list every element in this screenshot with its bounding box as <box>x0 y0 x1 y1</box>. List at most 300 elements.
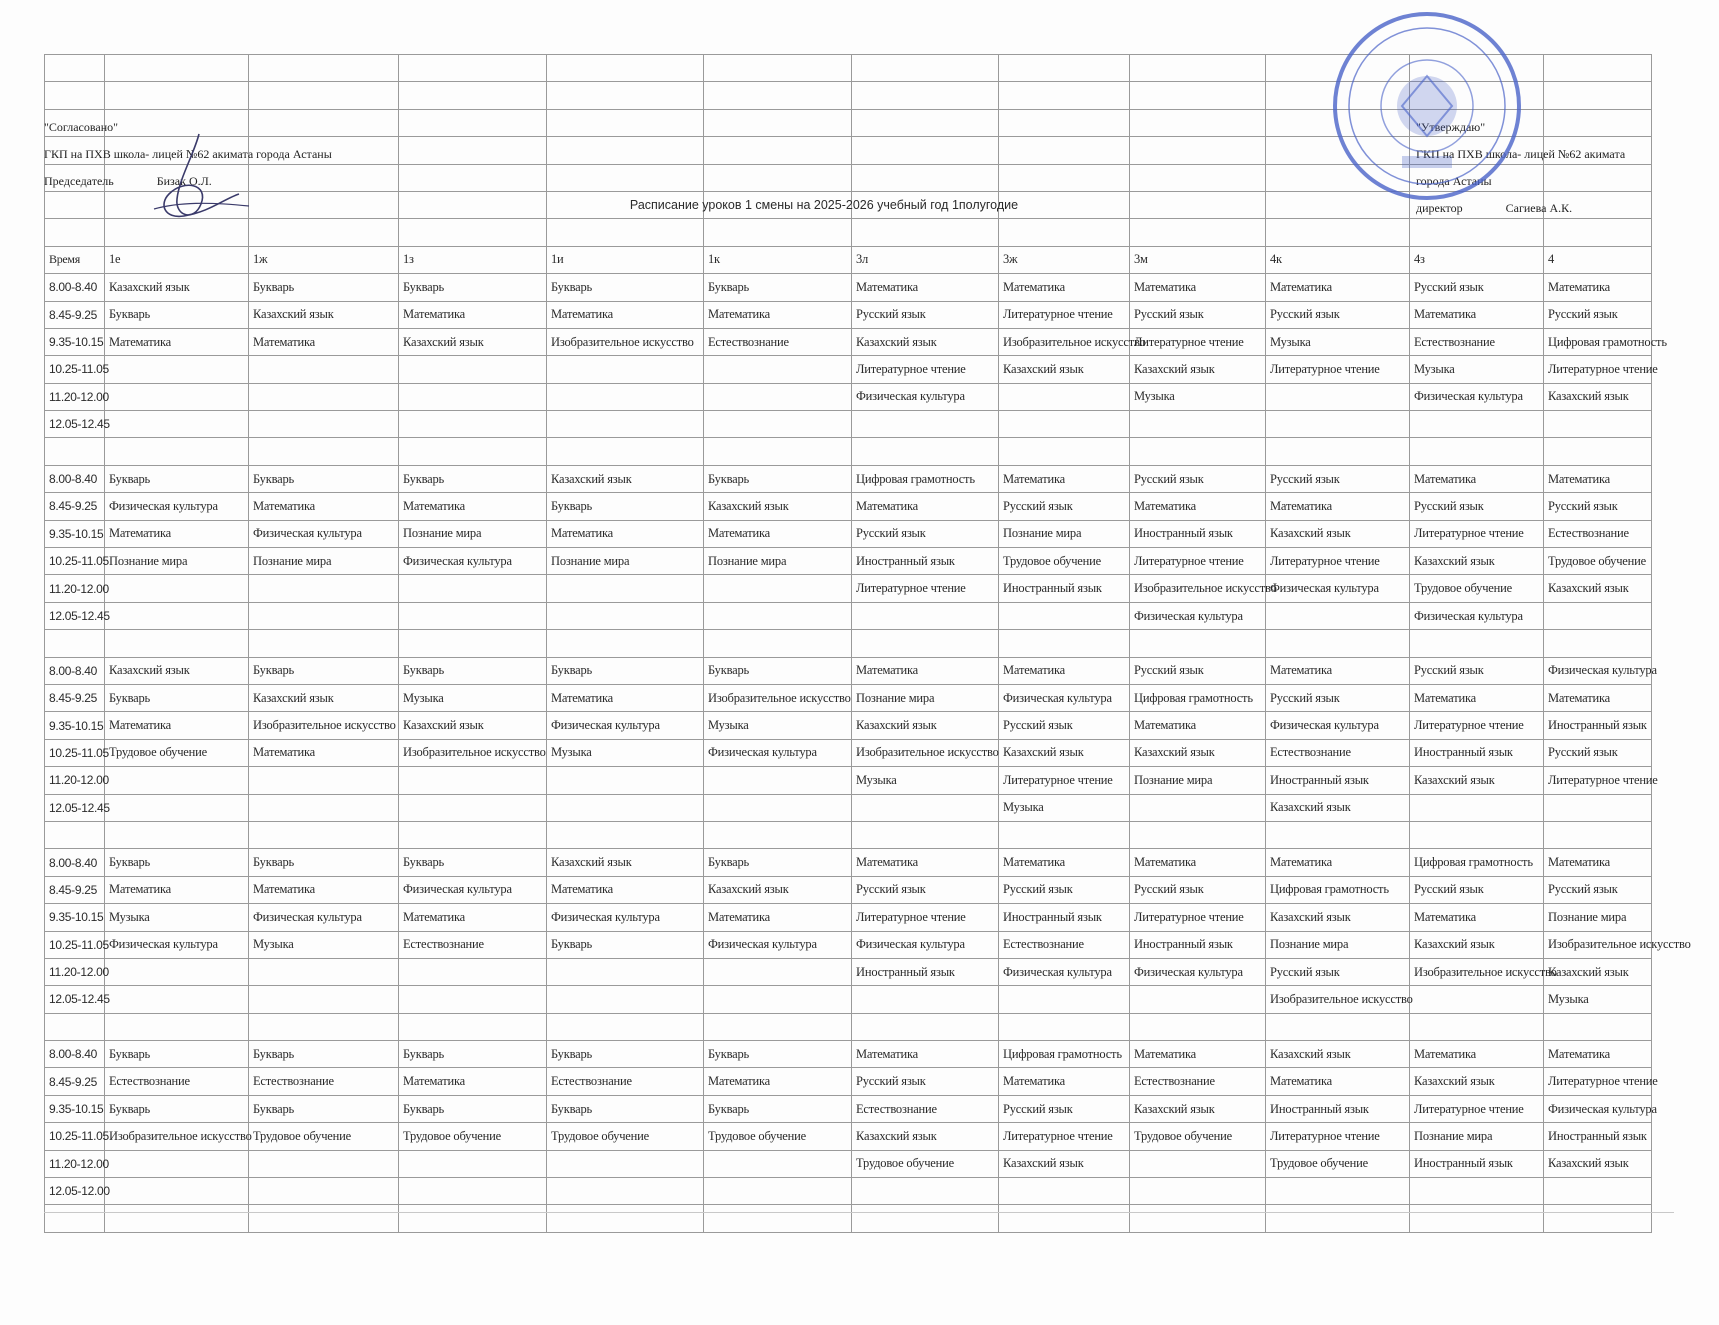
lesson-cell: Математика <box>852 657 999 684</box>
lesson-cell: Трудовое обучение <box>704 1123 852 1150</box>
lesson-cell <box>1266 602 1410 629</box>
lesson-cell: Математика <box>1544 465 1652 492</box>
blank-cell <box>1266 219 1410 246</box>
lesson-cell: Русский язык <box>1544 301 1652 328</box>
lesson-cell: Математика <box>704 1068 852 1095</box>
lesson-cell: Казахский язык <box>249 684 399 711</box>
lesson-cell: Казахский язык <box>704 493 852 520</box>
blank-cell <box>704 219 852 246</box>
lesson-cell: Трудовое обучение <box>1410 575 1544 602</box>
lesson-cell <box>852 602 999 629</box>
blank-cell <box>105 630 249 657</box>
lesson-cell: Математика <box>399 301 547 328</box>
time-cell: 11.20-12.00 <box>45 575 105 602</box>
blank-cell <box>399 164 547 191</box>
lesson-cell <box>1410 986 1544 1013</box>
lesson-cell: Русский язык <box>852 301 999 328</box>
lesson-cell: Казахский язык <box>105 274 249 301</box>
table-row <box>45 849 1652 876</box>
lesson-cell: Физическая культура <box>999 684 1130 711</box>
lesson-cell: Иностранный язык <box>1266 767 1410 794</box>
lesson-cell <box>547 383 704 410</box>
day-separator-row <box>45 630 1652 657</box>
lesson-cell: Русский язык <box>1410 493 1544 520</box>
lesson-cell <box>1544 602 1652 629</box>
lesson-cell <box>105 602 249 629</box>
lesson-cell: Литературное чтение <box>1266 548 1410 575</box>
lesson-cell: Иностранный язык <box>1544 712 1652 739</box>
blank-cell <box>852 1013 999 1040</box>
lesson-cell: Казахский язык <box>1410 767 1544 794</box>
lesson-cell: Математика <box>1266 493 1410 520</box>
lesson-cell: Математика <box>999 1068 1130 1095</box>
blank-cell <box>249 1205 399 1232</box>
lesson-cell <box>399 958 547 985</box>
time-cell: 9.35-10.15 <box>45 1095 105 1122</box>
lesson-cell: Русский язык <box>1130 301 1266 328</box>
lesson-cell <box>249 958 399 985</box>
lesson-cell: Математика <box>999 849 1130 876</box>
lesson-cell <box>547 767 704 794</box>
lesson-cell: Трудовое обучение <box>547 1123 704 1150</box>
lesson-cell: Математика <box>1410 1041 1544 1068</box>
lesson-cell: Букварь <box>249 1095 399 1122</box>
time-cell: 8.45-9.25 <box>45 493 105 520</box>
lesson-cell: Математика <box>1266 849 1410 876</box>
table-row <box>45 493 1652 520</box>
lesson-cell: Русский язык <box>1544 739 1652 766</box>
blank-cell <box>852 438 999 465</box>
blank-cell <box>249 191 399 218</box>
lesson-cell <box>249 767 399 794</box>
lesson-cell: Русский язык <box>999 493 1130 520</box>
lesson-cell <box>547 1178 704 1205</box>
blank-cell <box>399 109 547 136</box>
lesson-cell: Естествознание <box>249 1068 399 1095</box>
lesson-cell: Иностранный язык <box>999 904 1130 931</box>
lesson-cell: Казахский язык <box>1544 958 1652 985</box>
lesson-cell: Букварь <box>704 849 852 876</box>
lesson-cell <box>547 602 704 629</box>
lesson-cell <box>547 1150 704 1177</box>
blank-cell <box>105 821 249 848</box>
blank-cell <box>704 55 852 82</box>
lesson-cell <box>249 383 399 410</box>
lesson-cell <box>704 602 852 629</box>
blank-cell <box>1544 1013 1652 1040</box>
lesson-cell: Математика <box>852 1041 999 1068</box>
lesson-cell: Познание мира <box>1544 904 1652 931</box>
lesson-cell: Математика <box>547 301 704 328</box>
table-row <box>45 1068 1652 1095</box>
lesson-cell: Иностранный язык <box>1544 1123 1652 1150</box>
lesson-cell <box>1130 411 1266 438</box>
table-row <box>45 301 1652 328</box>
table-row <box>45 657 1652 684</box>
lesson-cell: Физическая культура <box>399 876 547 903</box>
approval-left-line2: ГКП на ПХВ школа- лицей №62 акимата города Астаны <box>44 147 332 161</box>
lesson-cell: Иностранный язык <box>852 548 999 575</box>
lesson-cell: Математика <box>1544 274 1652 301</box>
table-row <box>45 548 1652 575</box>
lesson-cell: Математика <box>999 657 1130 684</box>
time-cell: 12.05-12.00 <box>45 1178 105 1205</box>
blank-cell <box>45 191 105 218</box>
blank-cell <box>45 1205 105 1232</box>
lesson-cell: Физическая культура <box>547 904 704 931</box>
lesson-cell: Букварь <box>704 1095 852 1122</box>
blank-cell <box>249 55 399 82</box>
lesson-cell: Казахский язык <box>1544 575 1652 602</box>
lesson-cell: Литературное чтение <box>1410 520 1544 547</box>
lesson-cell: Трудовое обучение <box>249 1123 399 1150</box>
lesson-cell: Букварь <box>547 493 704 520</box>
lesson-cell: Естествознание <box>1130 1068 1266 1095</box>
lesson-cell: Казахский язык <box>1130 1095 1266 1122</box>
blank-cell <box>852 630 999 657</box>
lesson-cell: Музыка <box>1266 328 1410 355</box>
lesson-cell: Русский язык <box>1266 958 1410 985</box>
lesson-cell: Физическая культура <box>999 958 1130 985</box>
lesson-cell: Литературное чтение <box>1544 356 1652 383</box>
lesson-cell: Букварь <box>547 657 704 684</box>
blank-cell <box>249 630 399 657</box>
lesson-cell: Иностранный язык <box>1410 739 1544 766</box>
lesson-cell: Букварь <box>249 465 399 492</box>
lesson-cell <box>105 575 249 602</box>
blank-cell <box>1266 438 1410 465</box>
blank-cell <box>547 1205 704 1232</box>
lesson-cell: Литературное чтение <box>852 904 999 931</box>
lesson-cell: Физическая культура <box>547 712 704 739</box>
blank-cell <box>999 219 1130 246</box>
lesson-cell: Казахский язык <box>852 712 999 739</box>
lesson-cell: Трудовое обучение <box>852 1150 999 1177</box>
blank-cell <box>1544 630 1652 657</box>
lesson-cell: Изобразительное искусство <box>852 739 999 766</box>
blank-cell <box>1130 109 1266 136</box>
blank-cell <box>399 438 547 465</box>
blank-cell <box>399 1013 547 1040</box>
lesson-cell: Русский язык <box>852 520 999 547</box>
lesson-cell: Казахский язык <box>852 328 999 355</box>
lesson-cell: Физическая культура <box>852 931 999 958</box>
lesson-cell: Математика <box>1410 684 1544 711</box>
lesson-cell: Математика <box>999 274 1130 301</box>
lesson-cell: Математика <box>547 684 704 711</box>
table-row <box>45 794 1652 821</box>
lesson-cell: Математика <box>1266 1068 1410 1095</box>
lesson-cell: Математика <box>399 904 547 931</box>
approval-right-name: Сагиева А.К. <box>1505 201 1573 215</box>
lesson-cell <box>399 383 547 410</box>
blank-cell <box>1544 55 1652 82</box>
blank-cell <box>999 55 1130 82</box>
lesson-cell: Русский язык <box>999 712 1130 739</box>
lesson-cell: Естествознание <box>704 328 852 355</box>
lesson-cell <box>704 575 852 602</box>
lesson-cell: Изобразительное искусство <box>399 739 547 766</box>
lesson-cell <box>547 958 704 985</box>
lesson-cell: Русский язык <box>999 876 1130 903</box>
lesson-cell: Букварь <box>105 465 249 492</box>
lesson-cell: Математика <box>105 876 249 903</box>
blank-cell <box>45 82 105 109</box>
lesson-cell: Букварь <box>105 1041 249 1068</box>
lesson-cell: Физическая культура <box>105 931 249 958</box>
lesson-cell <box>547 411 704 438</box>
approval-left-name: Бизак О.Л. <box>156 174 212 188</box>
table-row <box>45 575 1652 602</box>
time-cell: 9.35-10.15 <box>45 328 105 355</box>
blank-cell <box>105 438 249 465</box>
table-row <box>45 602 1652 629</box>
lesson-cell: Трудовое обучение <box>1130 1123 1266 1150</box>
lesson-cell: Физическая культура <box>249 520 399 547</box>
time-cell: 11.20-12.00 <box>45 958 105 985</box>
lesson-cell <box>399 356 547 383</box>
blank-cell <box>1266 630 1410 657</box>
lesson-cell: Естествознание <box>105 1068 249 1095</box>
lesson-cell: Математика <box>852 849 999 876</box>
lesson-cell: Математика <box>1130 849 1266 876</box>
lesson-cell: Цифровая грамотность <box>1130 684 1266 711</box>
lesson-cell <box>1266 1178 1410 1205</box>
lesson-cell: Цифровая грамотность <box>999 1041 1130 1068</box>
blank-cell <box>1544 219 1652 246</box>
lesson-cell: Физическая культура <box>1544 657 1652 684</box>
lesson-cell: Музыка <box>547 739 704 766</box>
blank-cell <box>45 630 105 657</box>
lesson-cell: Физическая культура <box>1266 712 1410 739</box>
time-cell: 12.05-12.45 <box>45 986 105 1013</box>
lesson-cell: Математика <box>1266 657 1410 684</box>
lesson-cell: Литературное чтение <box>1410 712 1544 739</box>
table-row <box>45 1095 1652 1122</box>
class-header-cell: 1и <box>547 246 704 273</box>
lesson-cell: Букварь <box>105 684 249 711</box>
lesson-cell: Русский язык <box>1130 657 1266 684</box>
lesson-cell: Литературное чтение <box>999 301 1130 328</box>
blank-cell <box>547 219 704 246</box>
lesson-cell: Казахский язык <box>1544 1150 1652 1177</box>
blank-cell <box>105 82 249 109</box>
lesson-cell: Естествознание <box>399 931 547 958</box>
lesson-cell: Казахский язык <box>1410 1068 1544 1095</box>
table-row <box>45 904 1652 931</box>
signature-left <box>139 124 259 234</box>
blank-cell <box>1130 1013 1266 1040</box>
lesson-cell <box>105 986 249 1013</box>
lesson-cell <box>704 411 852 438</box>
lesson-cell: Музыка <box>399 684 547 711</box>
blank-cell <box>852 821 999 848</box>
lesson-cell: Казахский язык <box>1266 904 1410 931</box>
lesson-cell: Изобразительное искусство <box>547 328 704 355</box>
blank-cell <box>249 219 399 246</box>
lesson-cell <box>1410 1178 1544 1205</box>
lesson-cell: Математика <box>1130 712 1266 739</box>
lesson-cell: Казахский язык <box>1410 931 1544 958</box>
table-row <box>45 684 1652 711</box>
lesson-cell: Математика <box>1410 301 1544 328</box>
lesson-cell <box>105 1178 249 1205</box>
header-blank-row <box>45 219 1652 246</box>
lesson-cell: Математика <box>399 1068 547 1095</box>
lesson-cell <box>1544 794 1652 821</box>
lesson-cell <box>704 767 852 794</box>
lesson-cell: Иностранный язык <box>1410 1150 1544 1177</box>
blank-cell <box>999 164 1130 191</box>
blank-cell <box>999 109 1130 136</box>
time-cell: 12.05-12.45 <box>45 411 105 438</box>
lesson-cell <box>852 794 999 821</box>
lesson-cell: Русский язык <box>1410 876 1544 903</box>
blank-cell <box>547 630 704 657</box>
blank-cell <box>1544 1205 1652 1232</box>
lesson-cell: Трудовое обучение <box>999 548 1130 575</box>
lesson-cell: Русский язык <box>1266 684 1410 711</box>
lesson-cell: Литературное чтение <box>1130 328 1266 355</box>
lesson-cell <box>399 1150 547 1177</box>
lesson-cell: Литературное чтение <box>1266 356 1410 383</box>
table-row <box>45 1123 1652 1150</box>
lesson-cell: Познание мира <box>249 548 399 575</box>
lesson-cell: Математика <box>249 493 399 520</box>
blank-cell <box>1410 630 1544 657</box>
lesson-cell: Музыка <box>704 712 852 739</box>
lesson-cell: Литературное чтение <box>852 356 999 383</box>
lesson-cell: Русский язык <box>999 1095 1130 1122</box>
blank-cell <box>399 137 547 164</box>
class-header-cell: 4 <box>1544 246 1652 273</box>
time-cell: 9.35-10.15 <box>45 904 105 931</box>
time-cell: 8.00-8.40 <box>45 849 105 876</box>
blank-cell <box>999 1205 1130 1232</box>
lesson-cell: Русский язык <box>1410 274 1544 301</box>
lesson-cell: Иностранный язык <box>999 575 1130 602</box>
lesson-cell <box>399 986 547 1013</box>
blank-cell <box>704 164 852 191</box>
lesson-cell: Казахский язык <box>999 739 1130 766</box>
lesson-cell: Естествознание <box>1544 520 1652 547</box>
blank-cell <box>704 109 852 136</box>
lesson-cell <box>999 411 1130 438</box>
lesson-cell: Литературное чтение <box>1130 904 1266 931</box>
lesson-cell: Букварь <box>249 849 399 876</box>
lesson-cell: Цифровая грамотность <box>1266 876 1410 903</box>
lesson-cell: Букварь <box>547 1095 704 1122</box>
blank-cell <box>547 82 704 109</box>
lesson-cell: Букварь <box>399 1041 547 1068</box>
lesson-cell: Трудовое обучение <box>399 1123 547 1150</box>
lesson-cell: Математика <box>1266 274 1410 301</box>
lesson-cell <box>249 356 399 383</box>
blank-cell <box>852 82 999 109</box>
lesson-cell <box>1544 1178 1652 1205</box>
time-cell: 9.35-10.15 <box>45 520 105 547</box>
lesson-cell: Казахский язык <box>547 465 704 492</box>
class-header-cell: 1ж <box>249 246 399 273</box>
time-cell: 8.45-9.25 <box>45 684 105 711</box>
lesson-cell: Русский язык <box>1544 493 1652 520</box>
lesson-cell <box>249 1178 399 1205</box>
table-row <box>45 274 1652 301</box>
lesson-cell: Математика <box>249 739 399 766</box>
lesson-cell: Казахский язык <box>1130 739 1266 766</box>
lesson-cell <box>999 383 1130 410</box>
blank-cell <box>1544 821 1652 848</box>
lesson-cell <box>105 958 249 985</box>
lesson-cell: Математика <box>105 712 249 739</box>
approval-left-line1: "Согласовано" <box>44 120 119 134</box>
lesson-cell <box>249 794 399 821</box>
lesson-cell <box>249 986 399 1013</box>
lesson-cell <box>704 986 852 1013</box>
lesson-cell: Познание мира <box>105 548 249 575</box>
blank-cell <box>45 1013 105 1040</box>
lesson-cell: Букварь <box>547 274 704 301</box>
time-cell: 10.25-11.05 <box>45 931 105 958</box>
lesson-cell: Литературное чтение <box>1544 767 1652 794</box>
class-header-row <box>45 246 1652 273</box>
class-header-cell: 3ж <box>999 246 1130 273</box>
lesson-cell: Математика <box>249 328 399 355</box>
lesson-cell <box>999 602 1130 629</box>
lesson-cell: Физическая культура <box>1410 602 1544 629</box>
blank-cell <box>999 1013 1130 1040</box>
lesson-cell <box>999 986 1130 1013</box>
blank-cell <box>999 821 1130 848</box>
lesson-cell: Трудовое обучение <box>1266 1150 1410 1177</box>
table-row <box>45 356 1652 383</box>
lesson-cell: Математика <box>704 301 852 328</box>
blank-cell <box>249 821 399 848</box>
blank-cell <box>1130 55 1266 82</box>
lesson-cell: Букварь <box>249 657 399 684</box>
class-header-cell: 1з <box>399 246 547 273</box>
lesson-cell: Физическая культура <box>105 493 249 520</box>
lesson-cell: Математика <box>852 493 999 520</box>
lesson-cell: Казахский язык <box>999 356 1130 383</box>
lesson-cell: Казахский язык <box>852 1123 999 1150</box>
blank-cell <box>704 137 852 164</box>
lesson-cell <box>105 794 249 821</box>
blank-cell <box>547 438 704 465</box>
blank-cell <box>547 1013 704 1040</box>
lesson-cell: Познание мира <box>1130 767 1266 794</box>
lesson-cell <box>852 411 999 438</box>
table-row <box>45 328 1652 355</box>
lesson-cell: Математика <box>105 328 249 355</box>
blank-cell <box>704 821 852 848</box>
page-title: Расписание уроков 1 смены на 2025-2026 учебный год 1полугодие <box>629 198 1019 212</box>
lesson-cell: Казахский язык <box>105 657 249 684</box>
lesson-cell <box>547 356 704 383</box>
approval-right-line2: ГКП на ПХВ школа- лицей №62 акимата города Астаны <box>1416 147 1626 188</box>
lesson-cell <box>547 794 704 821</box>
blank-cell <box>1266 1013 1410 1040</box>
approval-right-label: директор <box>1416 201 1463 215</box>
lesson-cell: Букварь <box>547 1041 704 1068</box>
blank-cell <box>1544 82 1652 109</box>
lesson-cell: Познание мира <box>547 548 704 575</box>
class-header-cell: 4к <box>1266 246 1410 273</box>
table-row <box>45 876 1652 903</box>
blank-cell <box>1410 1013 1544 1040</box>
lesson-cell <box>1130 986 1266 1013</box>
lesson-cell <box>249 575 399 602</box>
